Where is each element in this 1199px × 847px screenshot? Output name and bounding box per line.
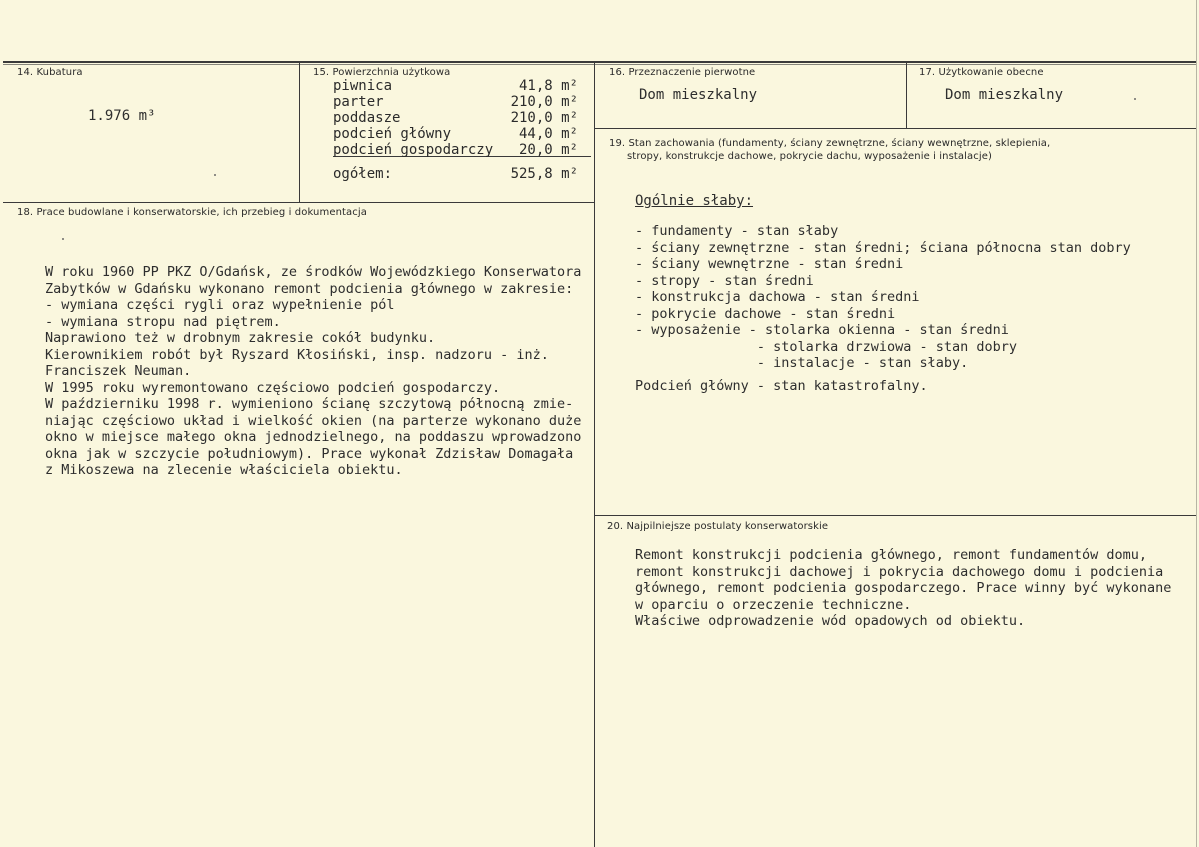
area-name: parter (333, 94, 384, 110)
works-line: okna jak w szczycie południowym). Prace wykonał Zdzisław Domagała (45, 445, 574, 462)
scan-speck (1134, 98, 1136, 100)
rule-under-16-17 (595, 128, 1196, 129)
works-line: Zabytków w Gdańsku wykonano remont podcienia głównego w zakresie: (45, 280, 574, 297)
section-14-label: 14. Kubatura (17, 67, 83, 78)
postulate-line: Remont konstrukcji podcienia głównego, remont fundamentów domu, (635, 547, 1148, 563)
section-19-label: 19. Stan zachowania (fundamenty, ściany zewnętrzne, ściany wewnętrzne, sklepienia, (609, 138, 1051, 149)
area-name: piwnica (333, 78, 393, 94)
rule-under-14-15 (3, 202, 595, 203)
condition-line: - stolarka drzwiowa - stan dobry (635, 338, 1018, 355)
works-line: okno w miejsce małego okna jednodzielnego, na poddaszu wprowadzono (45, 429, 582, 445)
original-purpose-value: Dom mieszkalny (639, 87, 758, 103)
condition-line: - konstrukcja dachowa - stan średni (635, 289, 920, 305)
works-line: W 1995 roku wyremontowano częściowo podcień gospodarczy. (45, 379, 501, 396)
works-line: z Mikoszewa na zlecenie właściciela obiektu. (45, 462, 403, 478)
area-table (333, 78, 578, 188)
section-20-label: 20. Najpilniejsze postulaty konserwatorskie (607, 521, 829, 532)
top-rule (3, 61, 1196, 63)
scan-speck (62, 238, 64, 240)
scan-speck (214, 174, 216, 176)
condition-line: - fundamenty - stan słaby (635, 223, 839, 239)
area-name: poddasze (333, 110, 401, 126)
postulate-line: głównego, remont podcienia gospodarczego. Prace winny być wykonane (635, 580, 1172, 596)
works-line: - wymiana stropu nad piętrem. (45, 313, 281, 330)
rule-above-20 (595, 515, 1196, 516)
condition-line: - ściany zewnętrzne - stan średni; ściana północna stan dobry (635, 239, 1131, 256)
kubatura-value: 1.976 m³ (88, 108, 156, 124)
works-line: - wymiana części rygli oraz wypełnienie pól (45, 297, 395, 313)
condition-footer: Podcień główny - stan katastrofalny. (635, 378, 928, 394)
area-value: 20,0 m² (518, 142, 578, 158)
area-name: podcień główny (333, 126, 452, 142)
area-value: 44,0 m² (518, 126, 578, 142)
divider-16-17 (906, 62, 907, 128)
section-18-label: 18. Prace budowlane i konserwatorskie, ich przebieg i dokumentacja (17, 207, 367, 218)
works-line: Franciszek Neuman. (45, 363, 192, 379)
area-value: 41,8 m² (518, 78, 578, 94)
right-edge (1196, 0, 1197, 847)
works-line: niając częściowo układ i wielkość okien (na parterze wykonano duże (45, 412, 582, 429)
works-line: W roku 1960 PP PKZ O/Gdańsk, ze środków Wojewódzkiego Konserwatora (45, 264, 582, 280)
postulate-line: Właściwe odprowadzenie wód opadowych od obiektu. (635, 613, 1026, 629)
works-line: Kierownikiem robót był Ryszard Kłosiński, insp. nadzoru - inż. (45, 346, 549, 363)
area-value: 210,0 m² (510, 110, 578, 126)
area-total-name: ogółem: (333, 166, 393, 182)
postulate-line: w oparciu o orzeczenie techniczne. (635, 596, 912, 613)
postulate-line: remont konstrukcji dachowej i pokrycia dachowego domu i podcienia (635, 563, 1164, 580)
section-17-label: 17. Użytkowanie obecne (919, 67, 1044, 78)
top-rule-secondary (3, 64, 1196, 65)
condition-line: - wyposażenie - stolarka okienna - stan średni (635, 322, 1009, 338)
condition-line: - stropy - stan średni (635, 272, 814, 289)
section-16-label: 16. Przeznaczenie pierwotne (609, 67, 756, 78)
condition-heading: Ogólnie słaby: (635, 193, 754, 209)
condition-line: - ściany wewnętrzne - stan średni (635, 256, 904, 272)
area-name: podcień gospodarczy (333, 142, 494, 158)
condition-line: - pokrycie dachowe - stan średni (635, 305, 896, 322)
works-line: Naprawiono też w drobnym zakresie cokół budynku. (45, 330, 436, 346)
section-15-label: 15. Powierzchnia użytkowa (313, 67, 451, 78)
works-line: W październiku 1998 r. wymieniono ścianę szczytową północną zmie- (45, 396, 574, 412)
area-total-value: 525,8 m² (510, 166, 578, 182)
current-use-value: Dom mieszkalny (945, 87, 1064, 103)
middle-divider (594, 62, 595, 847)
divider-14-15 (299, 62, 300, 202)
section-19-label-continued: stropy, konstrukcje dachowe, pokrycie dachu, wyposażenie i instalacje) (627, 151, 992, 162)
condition-line: - instalacje - stan słaby. (635, 355, 969, 371)
area-value: 210,0 m² (510, 94, 578, 110)
